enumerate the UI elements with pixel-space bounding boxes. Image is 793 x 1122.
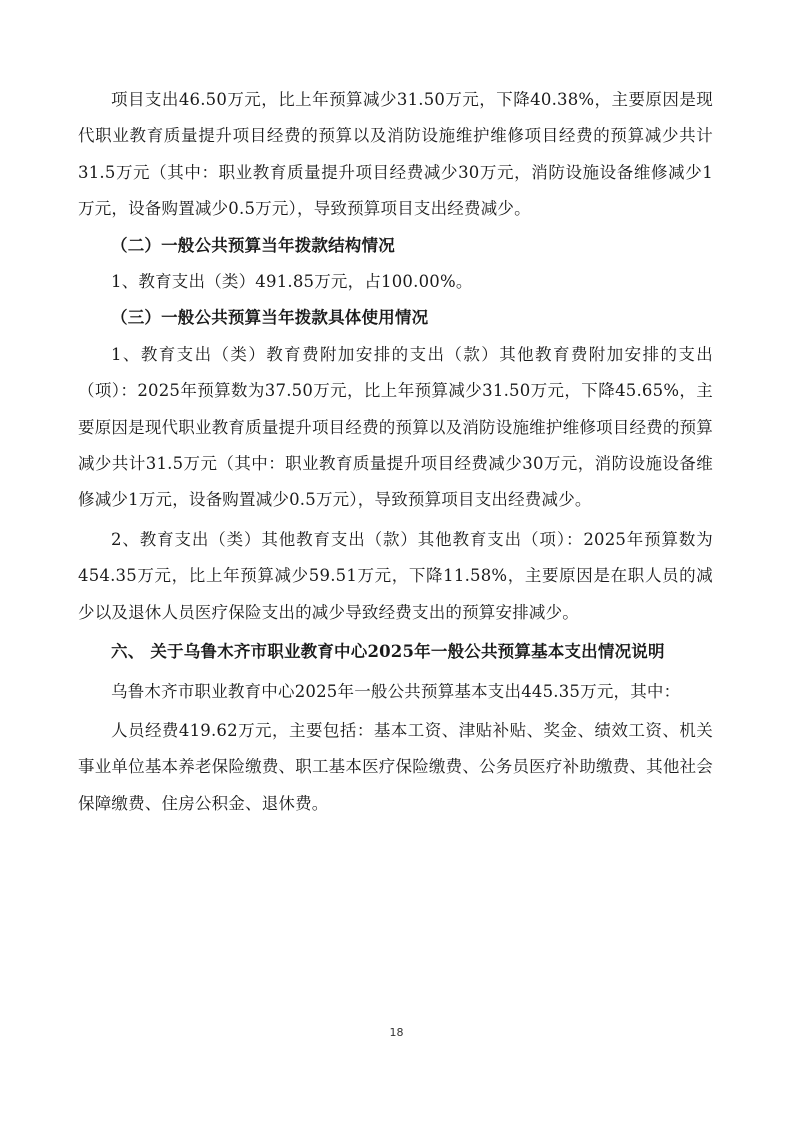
page-number: 18 (389, 1026, 404, 1039)
paragraph-education-expenditure-share: 1、教育支出（类）491.85万元，占100.00%。 (111, 272, 473, 292)
paragraph-basic-expenditure-total: 乌鲁木齐市职业教育中心2025年一般公共预算基本支出445.35万元，其中： (111, 681, 681, 701)
paragraph-education-surcharge-expenditure: 1、教育支出（类）教育费附加安排的支出（款）其他教育费附加安排的支出（项）：2025年预算数为37.50万元，比上年预算减少31.50万元，下降45.65%，主要原因是现代职业教育质量提升项目经费的预算以及消防设施维护维修项目经费的预算减少共计31.5万元（其中：职业教育质量提升项目经费减少30万元，消防设施设备维修减少1万元，设备购置减少0.5万元），导致预算项目支出经费减少。 (78, 344, 713, 510)
section-heading-appropriation-usage: （三）一般公共预算当年拨款具体使用情况 (111, 308, 429, 328)
paragraph-project-expenditure: 项目支出46.50万元，比上年预算减少31.50万元，下降40.38%，主要原因是现代职业教育质量提升项目经费的预算以及消防设施维护维修项目经费的预算减少共计31.5万元（其中：职业教育质量提升项目经费减少30万元，消防设施设备维修减少1万元，设备购置减少0.5万元），导致预算项目支出经费减少。 (78, 90, 713, 219)
section-heading-basic-expenditure: 六、 关于乌鲁木齐市职业教育中心2025年一般公共预算基本支出情况说明 (111, 642, 665, 662)
paragraph-personnel-expenses: 人员经费419.62万元，主要包括：基本工资、津贴补贴、奖金、绩效工资、机关事业单位基本养老保险缴费、职工基本医疗保险缴费、公务员医疗补助缴费、其他社会保障缴费、住房公积金、退休费。 (78, 720, 713, 813)
section-heading-appropriation-structure: （二）一般公共预算当年拨款结构情况 (111, 235, 395, 255)
document-body (78, 82, 713, 822)
paragraph-other-education-expenditure: 2、教育支出（类）其他教育支出（款）其他教育支出（项）：2025年预算数为454.35万元，比上年预算减少59.51万元，下降11.58%，主要原因是在职人员的减少以及退休人员医疗保险支出的减少导致经费支出的预算安排减少。 (78, 529, 713, 622)
